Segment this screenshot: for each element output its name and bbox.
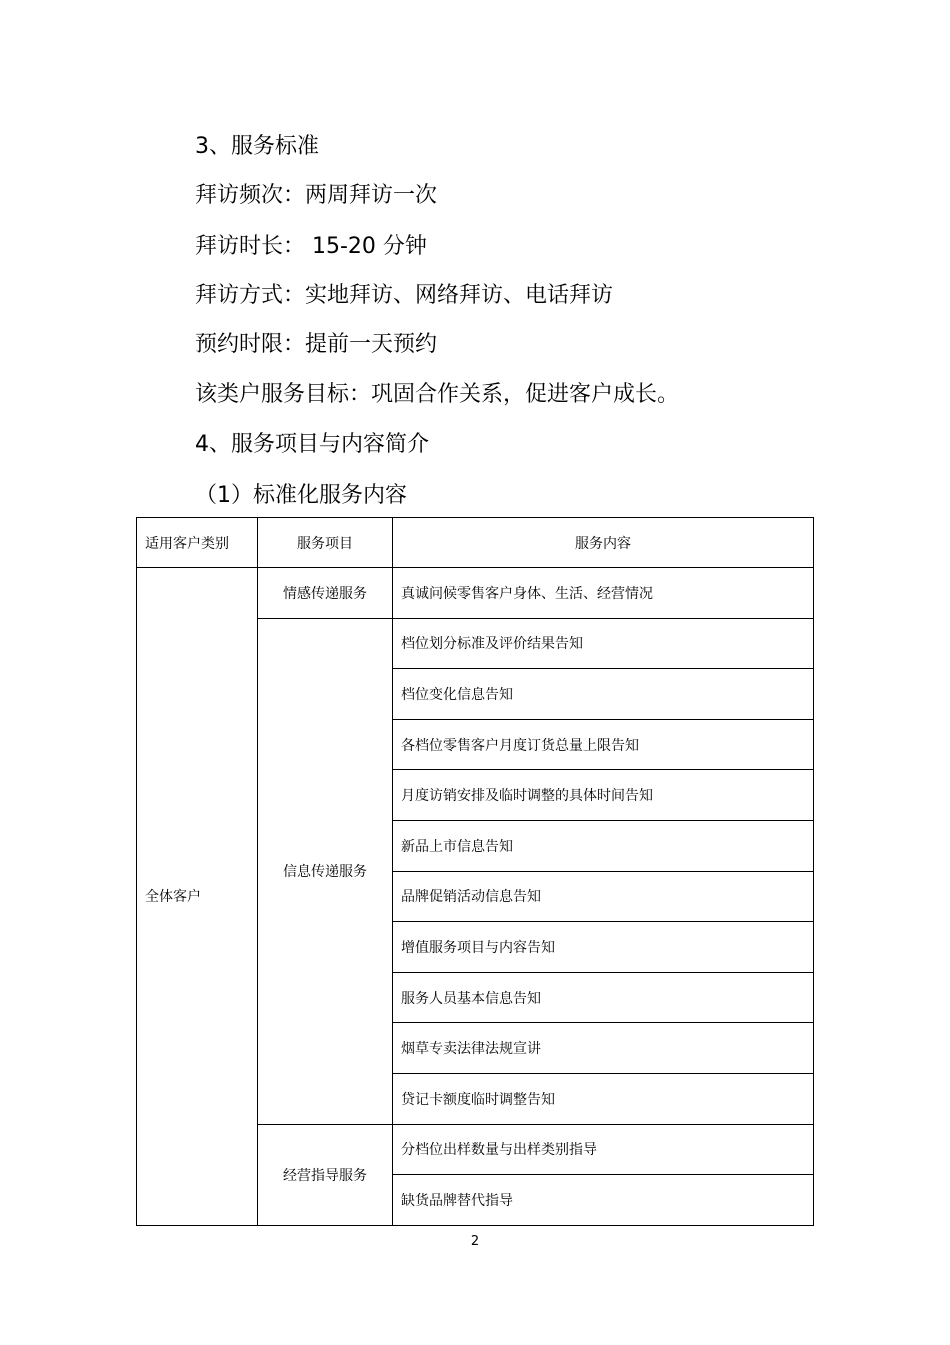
table-row (137, 568, 814, 619)
visit-method: 拜访方式：实地拜访、网络拜访、电话拜访 (195, 283, 614, 308)
service-content-cell: 服务人员基本信息告知 (393, 972, 814, 1023)
service-content-table (136, 517, 814, 1226)
service-content-cell: 真诚问候零售客户身体、生活、经营情况 (393, 568, 814, 619)
service-content-cell: 月度访销安排及临时调整的具体时间告知 (393, 770, 814, 821)
service-content-cell: 烟草专卖法律法规宣讲 (393, 1023, 814, 1074)
service-content-cell: 档位变化信息告知 (393, 669, 814, 720)
service-content-cell: 贷记卡额度临时调整告知 (393, 1073, 814, 1124)
service-content-cell: 缺货品牌替代指导 (393, 1175, 814, 1226)
header-service-content: 服务内容 (393, 518, 814, 568)
visit-frequency: 拜访频次：两周拜访一次 (195, 183, 438, 208)
subsection-heading-standard-content: （1）标准化服务内容 (195, 483, 407, 508)
section-heading-standard: 3、服务标准 (195, 134, 319, 159)
service-item-cell: 信息传递服务 (258, 618, 393, 1124)
appointment-limit: 预约时限：提前一天预约 (195, 332, 438, 357)
service-content-cell: 各档位零售客户月度订货总量上限告知 (393, 719, 814, 770)
page-number: 2 (470, 1234, 480, 1249)
service-content-cell: 档位划分标准及评价结果告知 (393, 618, 814, 669)
header-customer-category: 适用客户类别 (137, 518, 258, 568)
service-content-cell: 品牌促销活动信息告知 (393, 871, 814, 922)
customer-category-cell: 全体客户 (137, 568, 258, 1226)
service-content-cell: 新品上市信息告知 (393, 820, 814, 871)
service-item-cell: 情感传递服务 (258, 568, 393, 619)
section-heading-items: 4、服务项目与内容简介 (195, 432, 429, 457)
service-item-cell: 经营指导服务 (258, 1124, 393, 1225)
service-content-cell: 分档位出样数量与出样类别指导 (393, 1124, 814, 1175)
service-content-cell: 增值服务项目与内容告知 (393, 922, 814, 973)
header-service-item: 服务项目 (258, 518, 393, 568)
service-goal: 该类户服务目标：巩固合作关系，促进客户成长。 (195, 382, 680, 407)
table-header-row (137, 518, 814, 568)
visit-duration: 拜访时长： 15-20 分钟 (195, 234, 427, 259)
